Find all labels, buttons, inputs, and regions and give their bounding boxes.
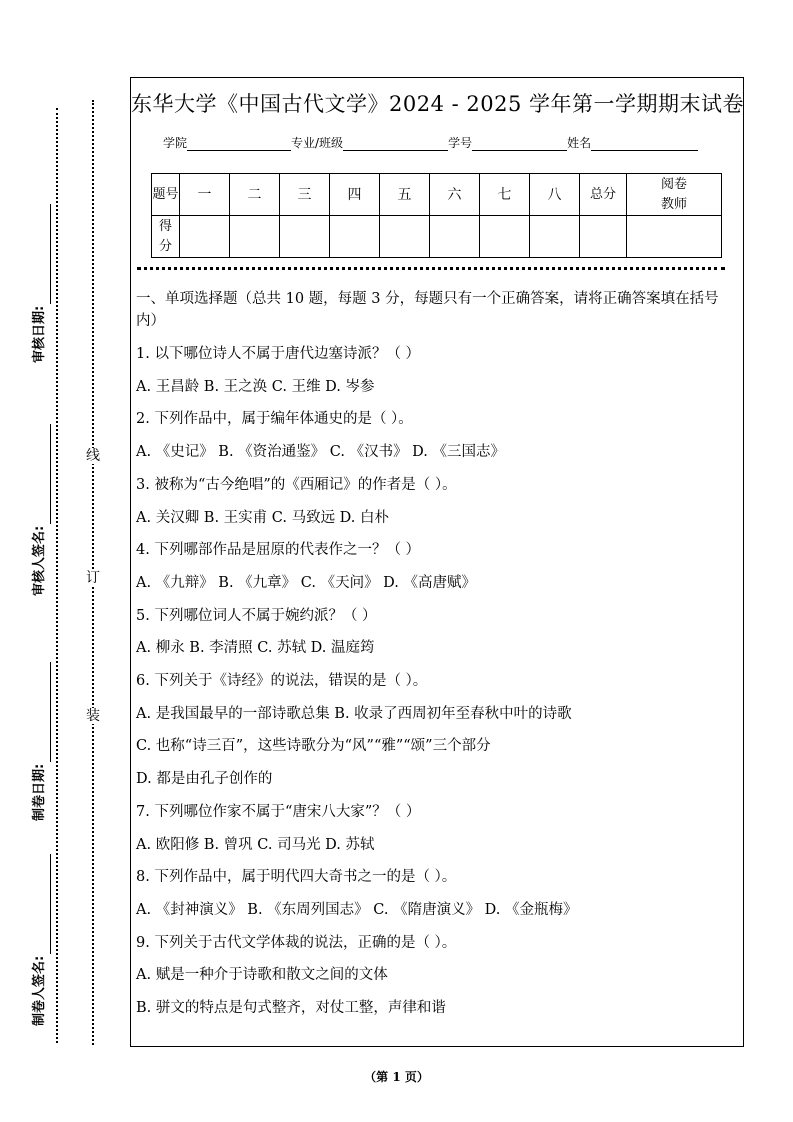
score-col-5: 五 — [380, 174, 430, 216]
compile-date-line[interactable] — [36, 662, 51, 762]
question-line: 6. 下列关于《诗经》的说法，错误的是（ ）。 — [136, 673, 428, 690]
section-divider — [137, 267, 725, 270]
major-class-field[interactable] — [343, 138, 448, 151]
score-col-7: 七 — [480, 174, 530, 216]
option-line: A. 是我国最早的一部诗歌总集 B. 收录了西周初年至春秋中叶的诗歌 — [136, 705, 572, 722]
question-line: 4. 下列哪部作品是屈原的代表作之一？（ ） — [136, 542, 421, 559]
major-class-label: 专业/班级 — [291, 136, 344, 150]
page-number: （第 1 页） — [364, 1070, 429, 1084]
question-line: 1. 以下哪位诗人不属于唐代边塞诗派？（ ） — [136, 346, 421, 362]
student-id-label: 学号 — [448, 136, 473, 150]
score-col-6: 六 — [430, 174, 480, 216]
score-cell[interactable] — [230, 216, 280, 258]
score-col-2: 二 — [230, 174, 280, 216]
question-number-header: 题号 — [152, 174, 180, 216]
option-line: A. 《九辩》 B. 《九章》 C. 《天问》 D. 《高唐赋》 — [136, 574, 477, 591]
option-line: A. 《封神演义》 B. 《东周列国志》 C. 《隋唐演义》 D. 《金瓶梅》 — [136, 901, 578, 918]
question-line: 3. 被称为“古今绝唱”的《西厢记》的作者是（ ）。 — [136, 476, 457, 493]
option-line: A. 赋是一种介于诗歌和散文之间的文体 — [136, 967, 388, 984]
binding-staple-char: 订 — [86, 570, 100, 586]
exam-frame — [130, 77, 744, 1047]
score-cell[interactable] — [380, 216, 430, 258]
binding-line-char: 线 — [86, 448, 100, 464]
compile-date-label: 制卷日期: — [29, 661, 51, 821]
section-1 — [136, 288, 738, 1025]
option-line: A. 欧阳修 B. 曾巩 C. 司马光 D. 苏轼 — [136, 836, 375, 853]
question-line: 9. 下列关于古代文学体裁的说法，正确的是（ ）。 — [136, 934, 457, 951]
name-label: 姓名 — [567, 136, 592, 150]
college-label: 学院 — [163, 136, 188, 150]
review-date-line[interactable] — [36, 204, 51, 304]
binding-bind-char: 装 — [86, 708, 100, 724]
option-line: D. 都是由孔子创作的 — [136, 771, 273, 788]
reviewer-signature-line[interactable] — [36, 424, 51, 524]
option-line: A. 《史记》 B. 《资治通鉴》 C. 《汉书》 D. 《三国志》 — [136, 444, 506, 461]
compiler-signature-label: 制卷人签名: — [29, 866, 51, 1026]
exam-title: 东华大学《中国古代文学》2024 - 2025 学年第一学期期末试卷 — [131, 92, 745, 116]
question-line: 7. 下列哪位作家不属于“唐宋八大家”？（ ） — [136, 803, 421, 820]
score-cell[interactable] — [530, 216, 580, 258]
question-line: 5. 下列哪位词人不属于婉约派？（ ） — [136, 607, 377, 624]
option-line: B. 骈文的特点是句式整齐，对仗工整，声律和谐 — [136, 1000, 446, 1017]
score-col-3: 三 — [280, 174, 330, 216]
score-col-8: 八 — [530, 174, 580, 216]
section-1-heading: 一、单项选择题（总共 10 题，每题 3 分，每题只有一个正确答案，请将正确答案填在括号内） — [136, 291, 719, 329]
total-score-header: 总分 — [580, 174, 627, 216]
score-cell[interactable] — [480, 216, 530, 258]
total-score-cell[interactable] — [580, 216, 627, 258]
score-table — [151, 173, 722, 258]
score-table-score-row — [152, 216, 722, 258]
option-line: A. 柳永 B. 李清照 C. 苏轼 D. 温庭筠 — [136, 640, 375, 657]
left-dotted-line — [56, 108, 58, 1043]
option-line: C. 也称“诗三百”，这些诗歌分为“风”“雅”“颂”三个部分 — [136, 738, 491, 755]
score-cell[interactable] — [330, 216, 380, 258]
name-field[interactable] — [591, 138, 698, 151]
grader-cell[interactable] — [627, 216, 722, 258]
score-row-label: 得分 — [152, 216, 180, 258]
score-col-4: 四 — [330, 174, 380, 216]
college-field[interactable] — [187, 138, 291, 151]
score-cell[interactable] — [430, 216, 480, 258]
compiler-signature-line[interactable] — [36, 854, 51, 954]
score-col-1: 一 — [180, 174, 230, 216]
option-line: A. 王昌龄 B. 王之涣 C. 王维 D. 岑参 — [136, 378, 375, 395]
score-table-header-row — [152, 174, 722, 216]
question-line: 2. 下列作品中，属于编年体通史的是（ ）。 — [136, 411, 413, 428]
grader-header: 阅卷教师 — [627, 174, 722, 216]
option-line: A. 关汉卿 B. 王实甫 C. 马致远 D. 白朴 — [136, 509, 390, 526]
score-cell[interactable] — [280, 216, 330, 258]
question-line: 8. 下列作品中，属于明代四大奇书之一的是（ ）。 — [136, 869, 457, 886]
review-date-label: 审核日期: — [29, 203, 51, 363]
score-cell[interactable] — [180, 216, 230, 258]
reviewer-signature-label: 审核人签名: — [29, 436, 51, 596]
student-id-field[interactable] — [472, 138, 567, 151]
student-info-row — [163, 134, 698, 151]
